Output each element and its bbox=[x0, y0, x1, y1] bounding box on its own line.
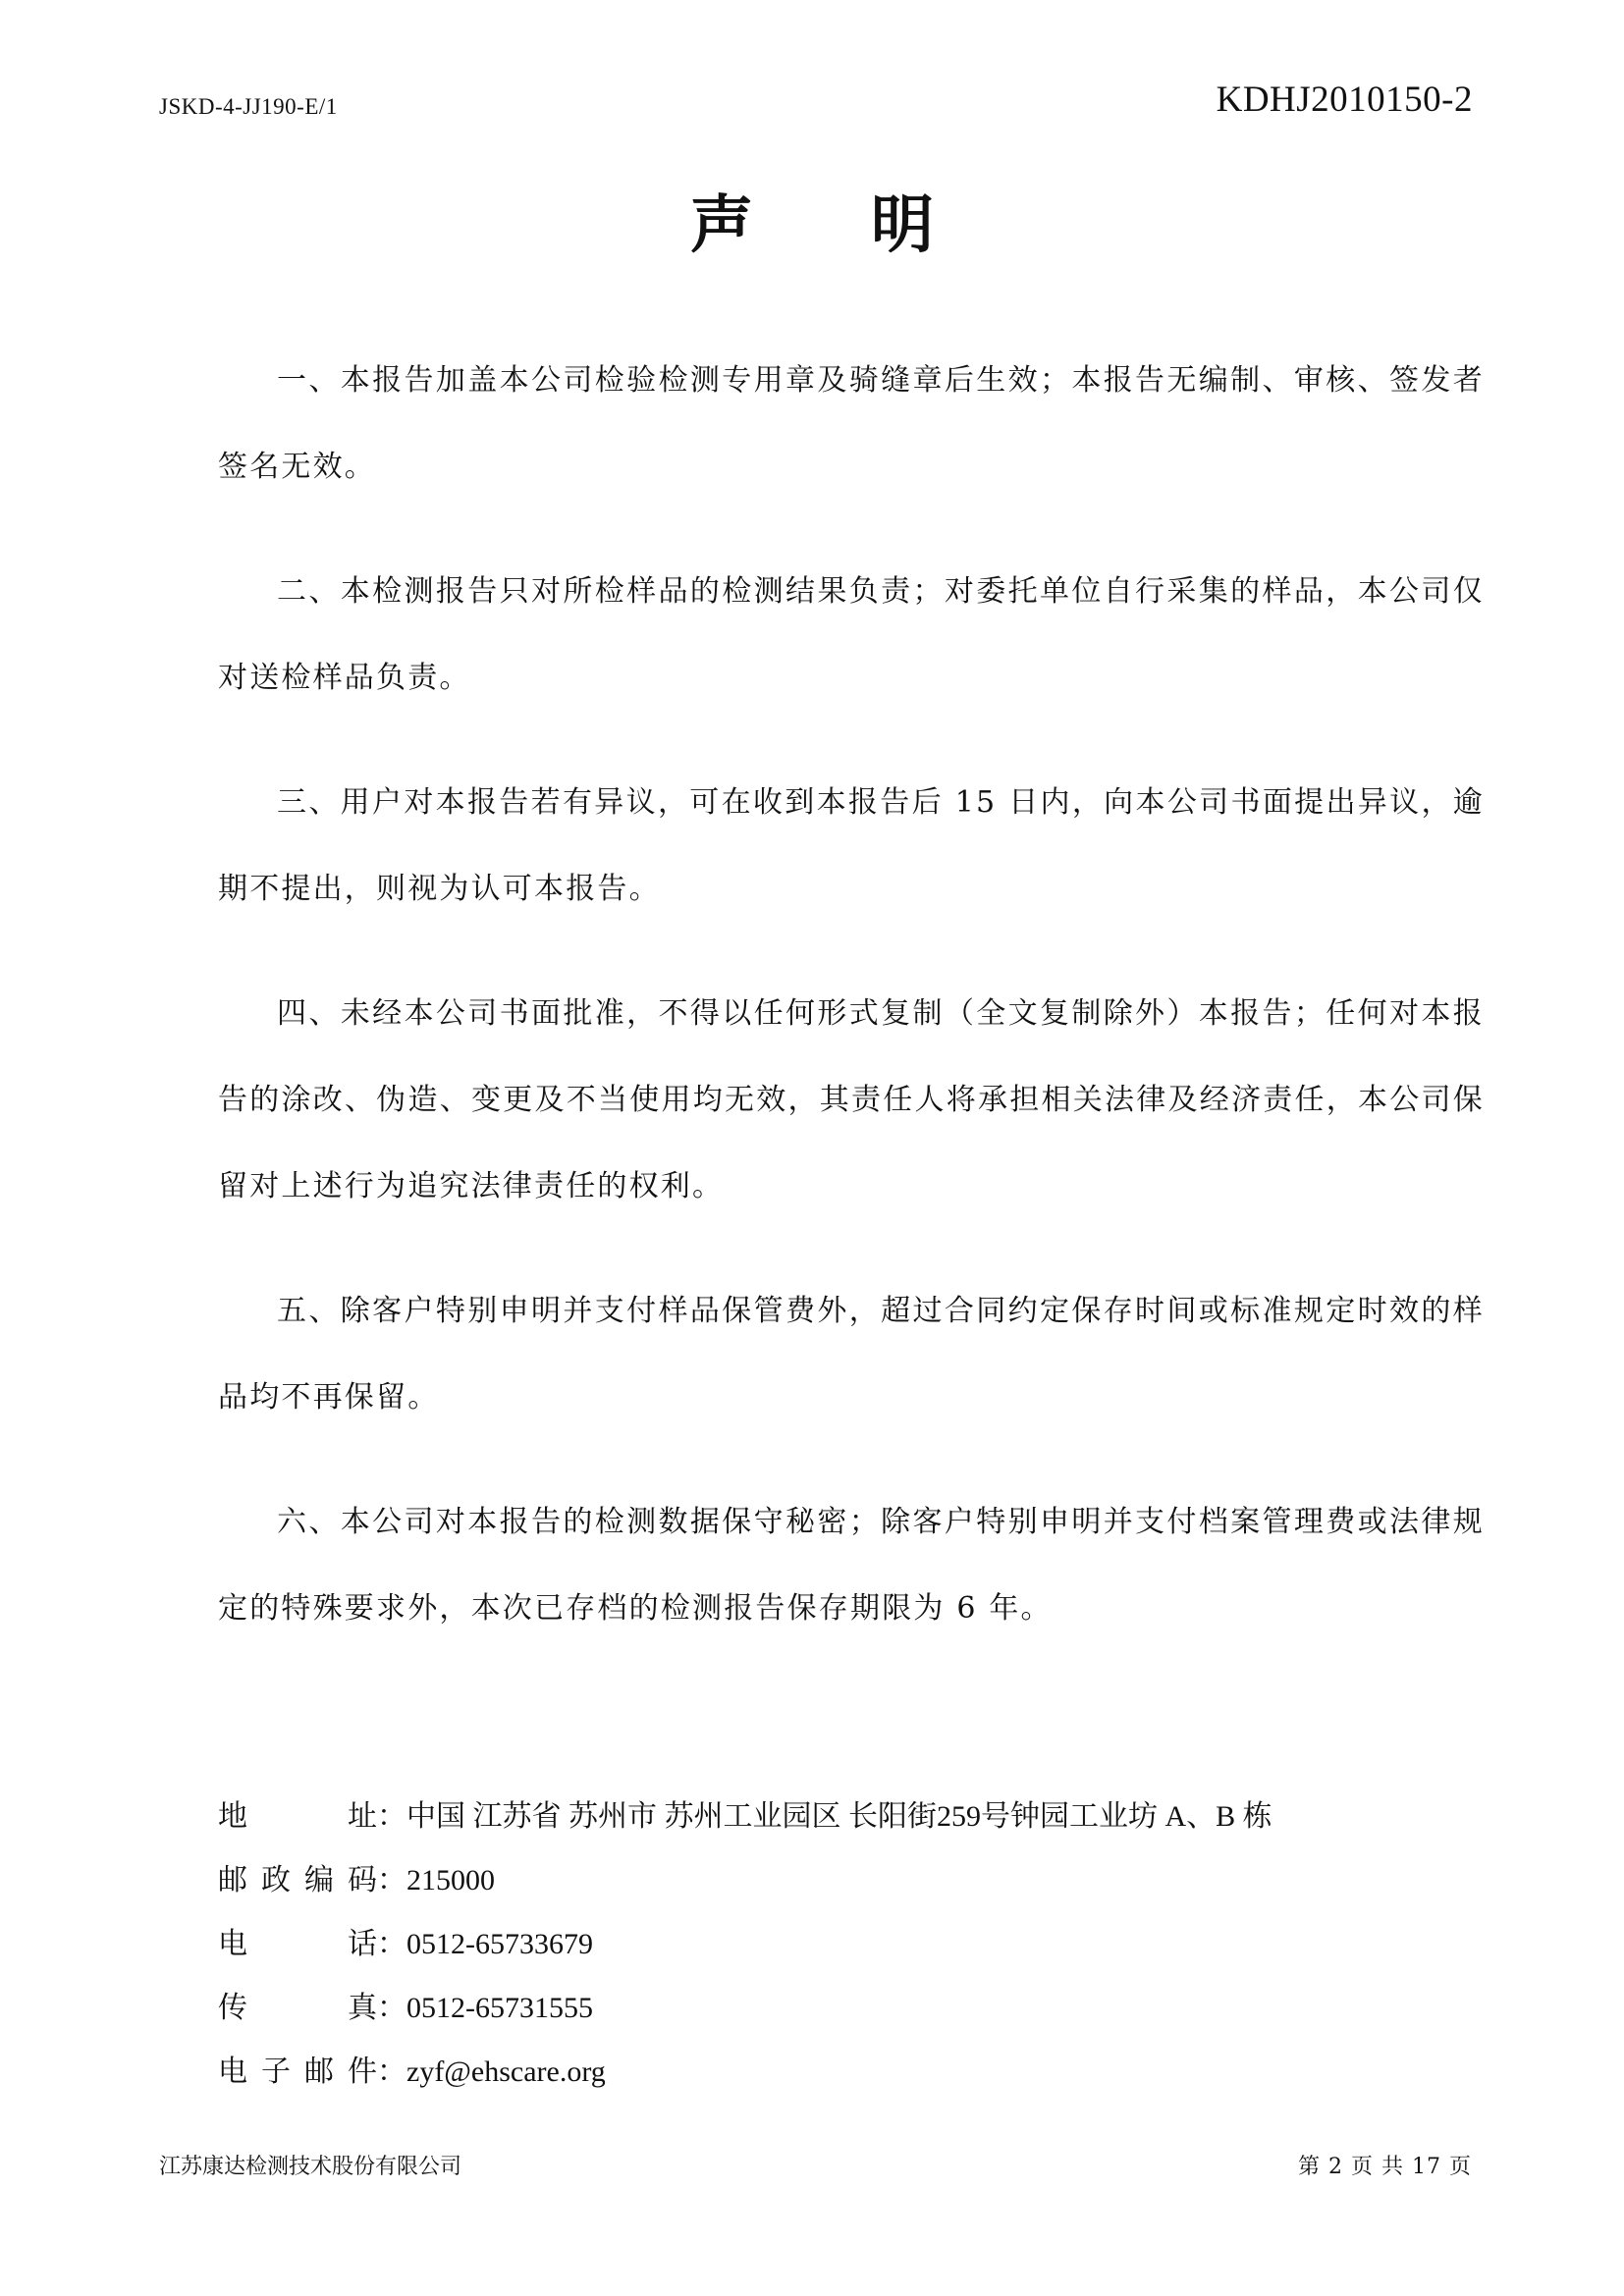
contact-postcode bbox=[218, 1855, 1494, 1919]
contact-fax bbox=[218, 1983, 1494, 2047]
clause-5: 五、除客户特别申明并支付样品保管费外，超过合同约定保存时间或标准规定时效的样品均不再保留。 bbox=[218, 1294, 1485, 1415]
contact-colon: ： bbox=[377, 1799, 406, 1834]
contact-fax-label: 传真 bbox=[218, 1991, 377, 2025]
contact-phone bbox=[218, 1919, 1494, 1983]
contact-postcode-label: 邮政编码 bbox=[218, 1863, 377, 1897]
clause-4: 四、未经本公司书面批准，不得以任何形式复制（全文复制除外）本报告；任何对本报告的涂改、伪造、变更及不当使用均无效，其责任人将承担相关法律及经济责任，本公司保留对上述行为追究法律责任的权利。 bbox=[218, 996, 1485, 1203]
footer-page-number: 第 2 页 共 17 页 bbox=[1298, 2155, 1472, 2179]
contact-email-value: zyf@ehscare.org bbox=[406, 2056, 606, 2088]
clause-1: 一、本报告加盖本公司检验检测专用章及骑缝章后生效；本报告无编制、审核、签发者签名无效。 bbox=[218, 363, 1485, 484]
contact-colon: ： bbox=[377, 1927, 406, 1961]
contact-email bbox=[218, 2047, 1494, 2110]
contact-email-label: 电子邮件 bbox=[218, 2055, 377, 2089]
contact-fax-value: 0512-65731555 bbox=[406, 1992, 593, 2024]
contact-postcode-value: 215000 bbox=[406, 1864, 495, 1896]
clause-2: 二、本检测报告只对所检样品的检测结果负责；对委托单位自行采集的样品，本公司仅对送检样品负责。 bbox=[218, 574, 1485, 695]
contact-colon: ： bbox=[377, 1863, 406, 1897]
clause-3: 三、用户对本报告若有异议，可在收到本报告后 15 日内，向本公司书面提出异议，逾期不提出，则视为认可本报告。 bbox=[218, 785, 1485, 906]
contact-address-label: 地址 bbox=[218, 1799, 377, 1834]
contact-address bbox=[218, 1791, 1494, 1855]
footer-company-name: 江苏康达检测技术股份有限公司 bbox=[159, 2155, 462, 2179]
contact-colon: ： bbox=[377, 2055, 406, 2089]
statement-clauses bbox=[218, 338, 1485, 1690]
contact-phone-label: 电话 bbox=[218, 1927, 377, 1961]
report-number: KDHJ2010150-2 bbox=[1216, 80, 1473, 120]
contact-address-value: 中国 江苏省 苏州市 苏州工业园区 长阳街259号钟园工业坊 A、B 栋 bbox=[406, 1800, 1272, 1833]
contact-info bbox=[218, 1791, 1494, 2110]
contact-colon: ： bbox=[377, 1991, 406, 2025]
report-form-code: JSKD-4-JJ190-E/1 bbox=[159, 94, 338, 119]
contact-phone-value: 0512-65733679 bbox=[406, 1928, 593, 1960]
clause-6: 六、本公司对本报告的检测数据保守秘密；除客户特别申明并支付档案管理费或法律规定的特殊要求外，本次已存档的检测报告保存期限为 6 年。 bbox=[218, 1505, 1485, 1626]
page-title: 声明 bbox=[690, 188, 1052, 262]
